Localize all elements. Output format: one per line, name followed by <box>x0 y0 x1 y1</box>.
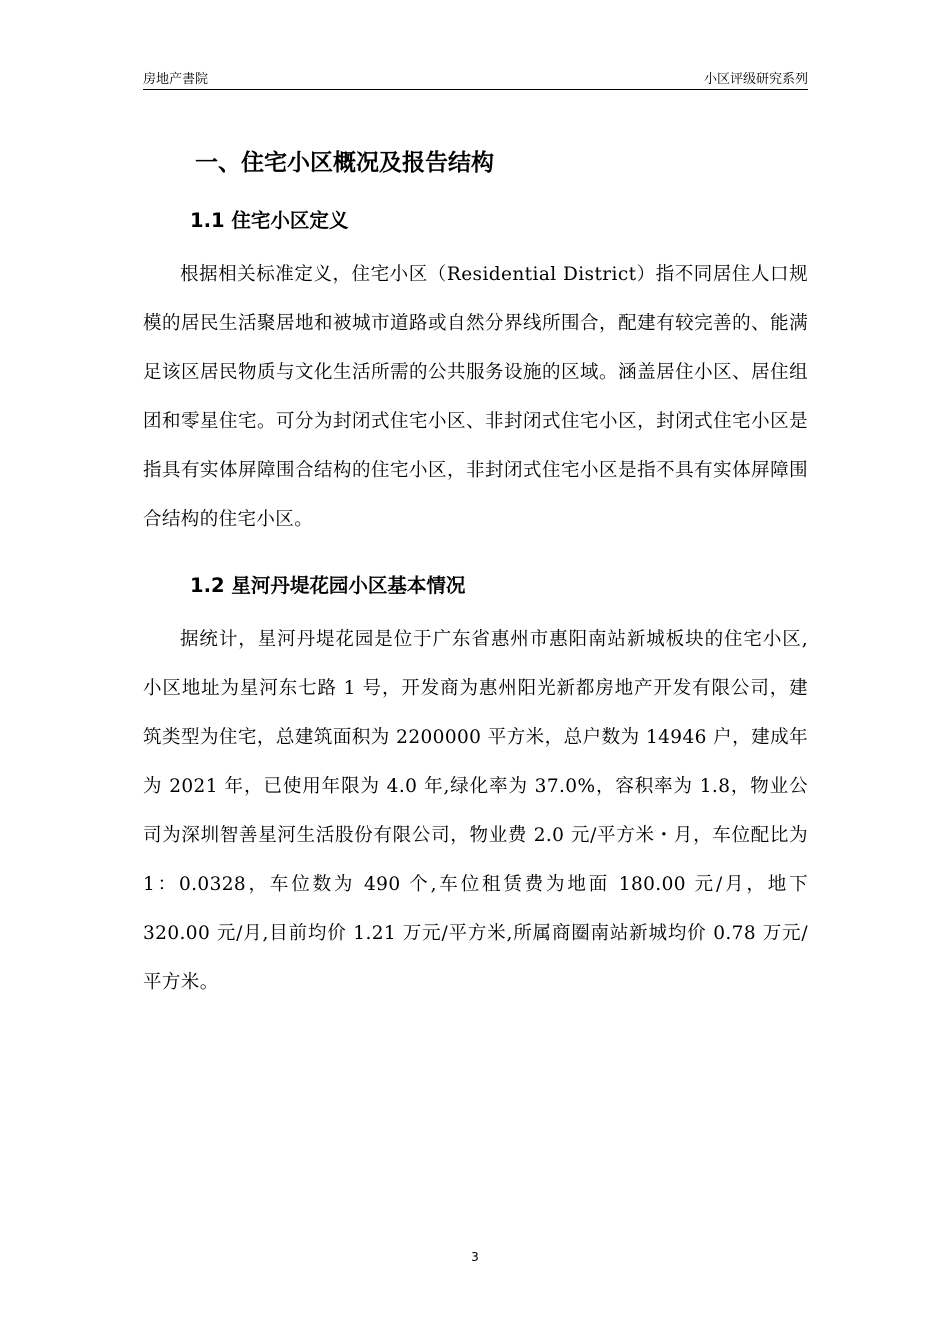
page-header <box>143 70 808 90</box>
header-series-title: 小区评级研究系列 <box>703 72 808 87</box>
definition-paragraph: 根据相关标准定义，住宅小区（Residential District）指不同居住人口规模的居民生活聚居地和被城市道路或自然分界线所围合，配建有较完善的、能满足该区居民物质与文化生活所需的公共服务设施的区域。涵盖居住小区、居住组团和零星住宅。可分为封闭式住宅小区、非封闭式住宅小区，封闭式住宅小区是指具有实体屏障围合结构的住宅小区，非封闭式住宅小区是指不具有实体屏障围合结构的住宅小区。 <box>143 264 808 530</box>
page-number: 3 <box>471 1250 479 1264</box>
page-body <box>143 140 808 1007</box>
subsection-heading-overview: 1.2 星河丹堤花园小区基本情况 <box>190 574 466 597</box>
overview-paragraph: 据统计，星河丹堤花园是位于广东省惠州市惠阳南站新城板块的住宅小区,小区地址为星河东七路 1 号，开发商为惠州阳光新都房地产开发有限公司，建筑类型为住宅，总建筑面积为 2200000 平方米，总户数为 14946 户，建成年为 2021 年，已使用年限为 4.0 年,绿化率为 37.0%，容积率为 1.8，物业公司为深圳智善星河生活股份有限公司，物业费 2.0 元/平方米・月，车位配比为 1：0.0328，车位数为 490 个,车位租赁费为地面 180.00 元/月，地下 320.00 元/月,目前均价 1.21 万元/平方米,所属商圈南站新城均价 0.78 万元/平方米。 <box>143 629 808 993</box>
header-publisher: 房地产書院 <box>143 72 209 87</box>
header-divider <box>143 89 808 90</box>
section-heading: 一、住宅小区概况及报告结构 <box>195 150 494 176</box>
subsection-heading-definition: 1.1 住宅小区定义 <box>190 209 349 232</box>
